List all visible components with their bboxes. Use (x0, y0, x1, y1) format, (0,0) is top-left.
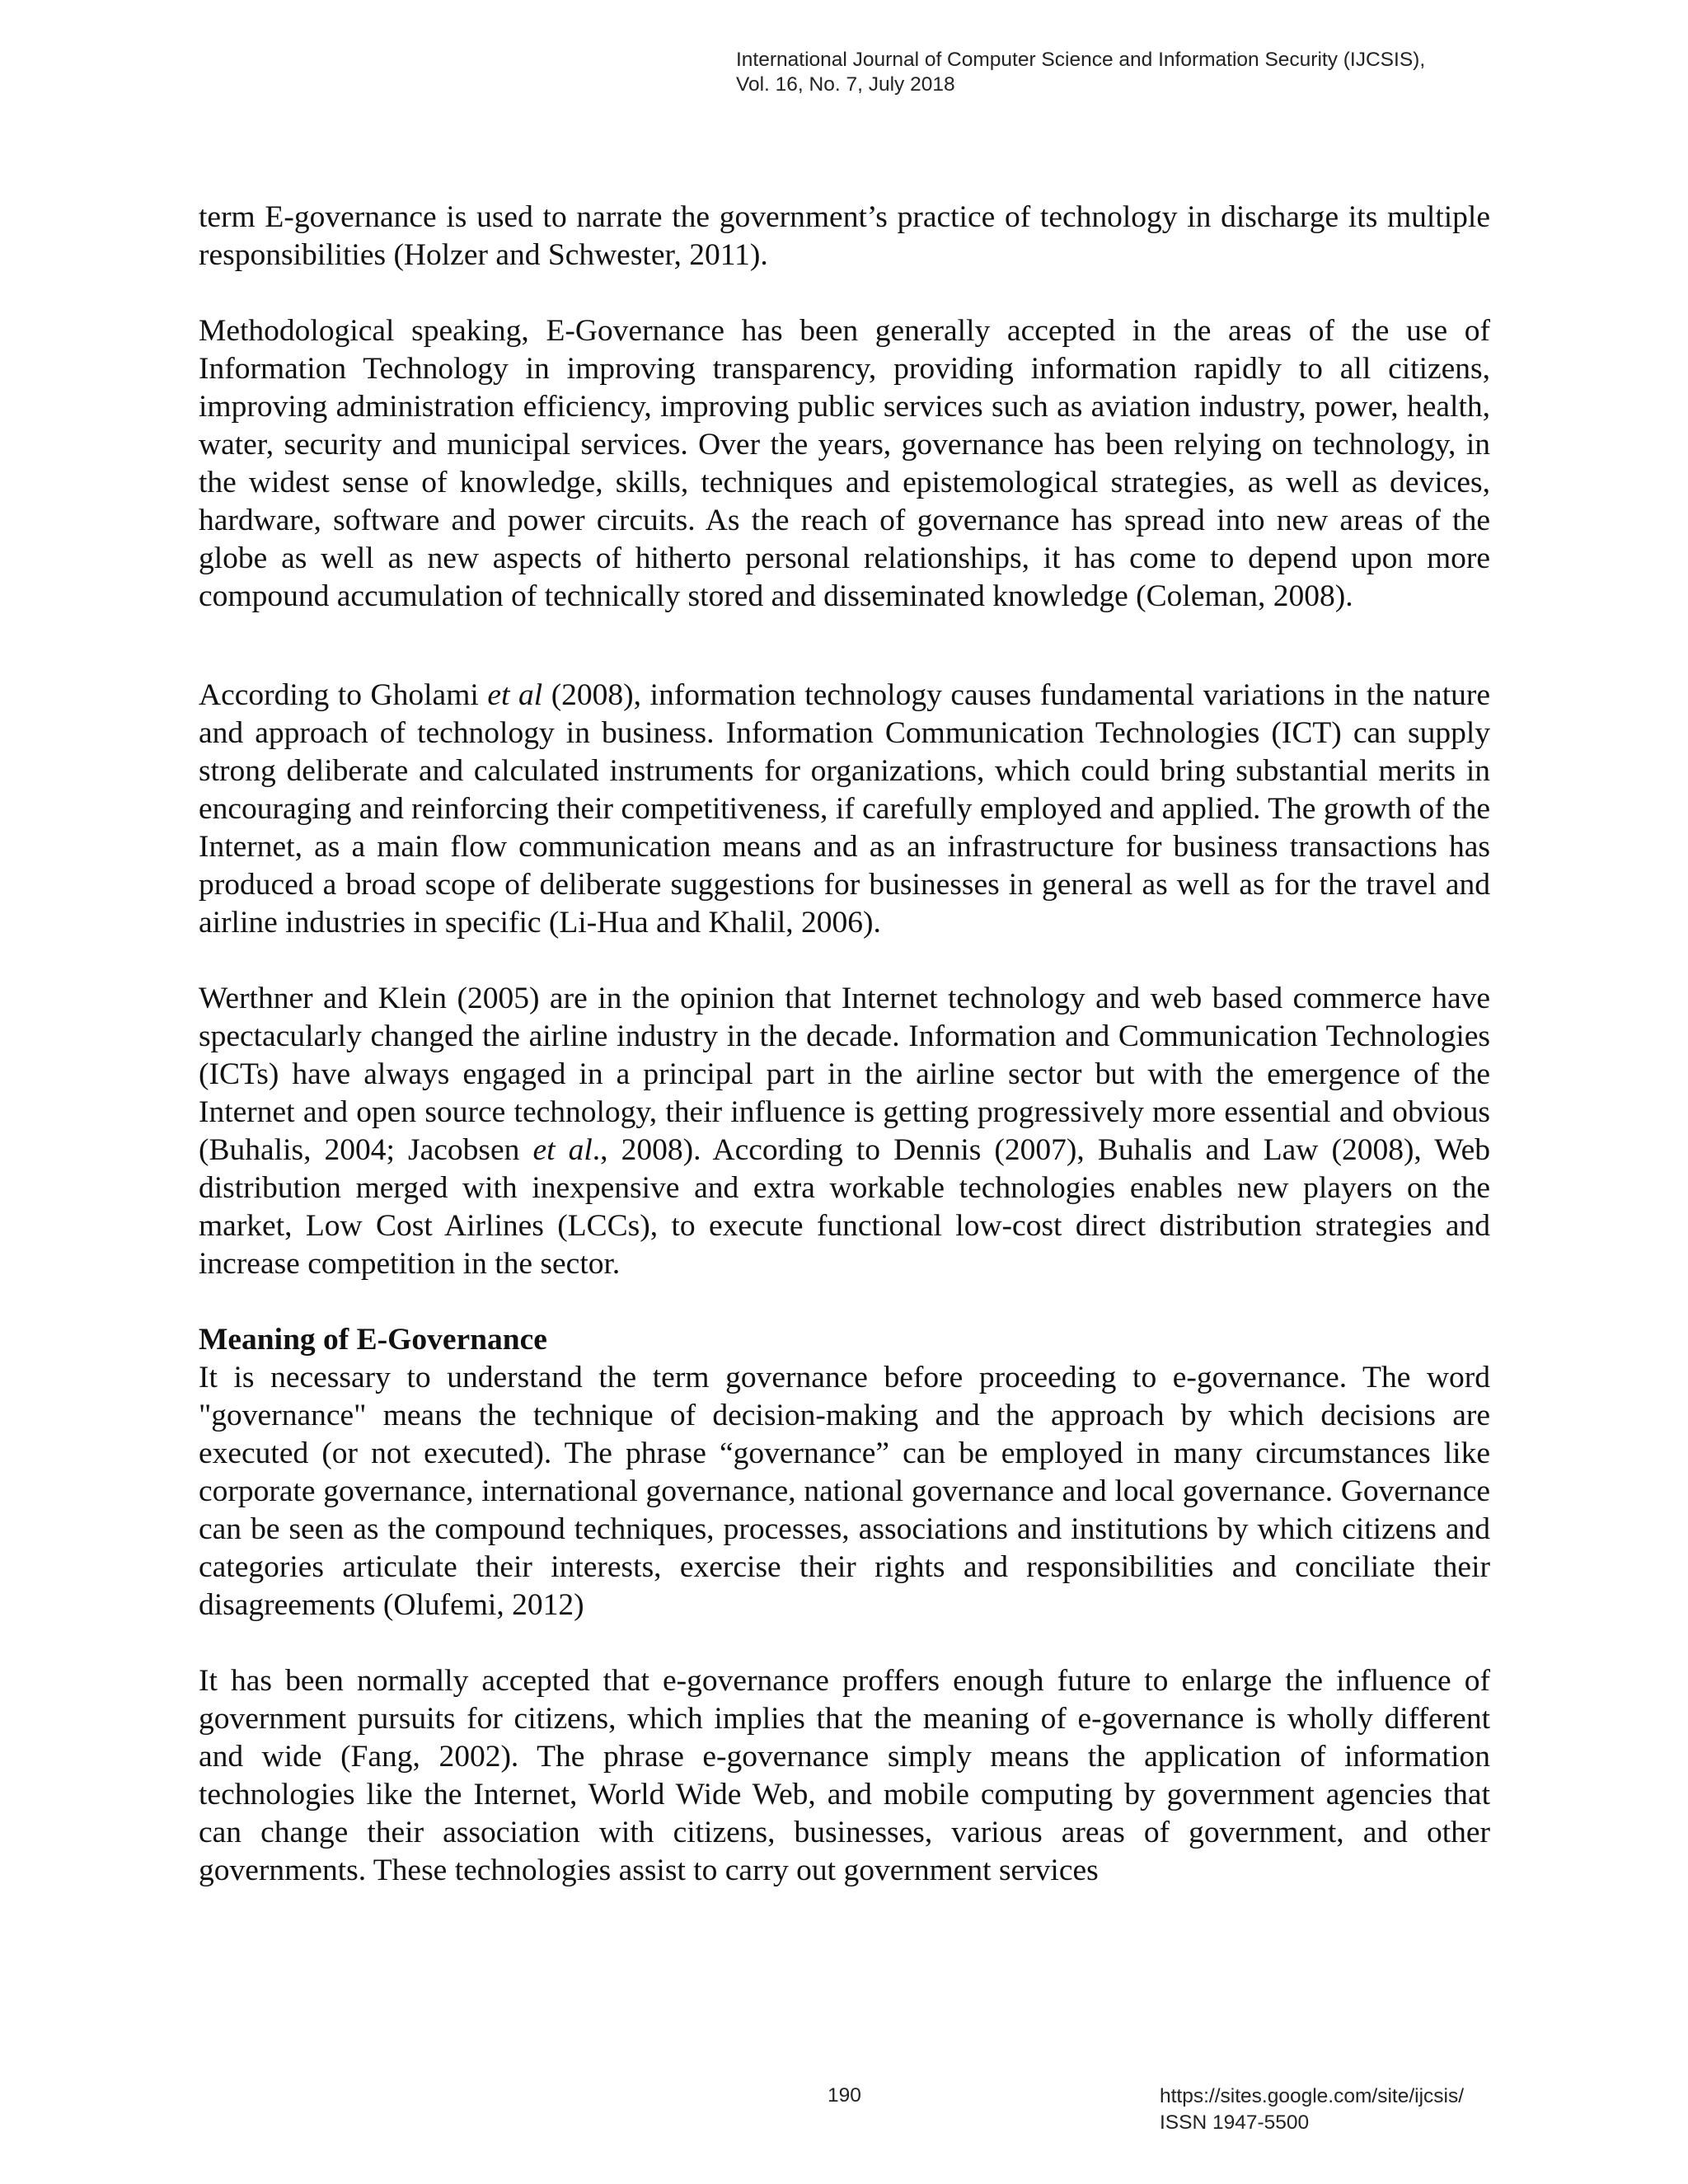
paragraph-2: Methodological speaking, E-Governance has been generally accepted in the areas of the use of Information Technology in improving transparency, providing information rapidly to all citizens, improving administration efficiency, improving public services such as aviation industry, power, health, water, security and municipal services. Over the years, governance has been relying on technology, in the widest sense of knowledge, skills, techniques and epistemological strategies, as well as devices, hardware, software and power circuits. As the reach of governance has spread into new areas of the globe as well as new aspects of hitherto personal relationships, it has come to depend upon more compound accumulation of technically stored and disseminated knowledge (Coleman, 2008). (199, 314, 1490, 613)
journal-issn: ISSN 1947-5500 (1160, 2111, 1310, 2134)
paragraph-3-text-b: (2008), information technology causes fundamental variations in the nature and approach of technology in business. Information Communication Technologies (ICT) can supply strong deliberate and calculated instruments for organizations, which could bring substantial merits in encouraging and reinforcing their competitiveness, if carefully employed and applied. The growth of the Internet, as a main flow communication means and as an infrastructure for business transactions has produced a broad scope of deliberate suggestions for businesses in general as well as for the travel and airline industries in specific (Li-Hua and Khalil, 2006). (199, 678, 1490, 940)
paragraph-3-text-a: According to Gholami (199, 678, 488, 712)
journal-footer (1160, 2083, 1464, 2136)
journal-header (736, 48, 1425, 97)
paragraph-4-text-a: Werthner and Klein (2005) are in the opinion that Internet technology and web based commerce have spectacularly changed the airline industry in the decade. Information and Communication Technologies (ICTs) have always engaged in a principal part in the airline sector but with the emergence of the Internet and open source technology, their influence is getting progressively more essential and obvious (Buhalis, 2004; Jacobsen (199, 982, 1490, 1167)
section-heading: Meaning of E-Governance (199, 1323, 547, 1357)
article-body (199, 199, 1490, 1890)
journal-url: https://sites.google.com/site/ijcsis/ (1160, 2085, 1465, 2107)
paragraph-6: It has been normally accepted that e-governance proffers enough future to enlarge the influence of government pursuits for citizens, which implies that the meaning of e-governance is wholly different and wide (Fang, 2002). The phrase e-governance simply means the application of information technologies like the Internet, World Wide Web, and mobile computing by government agencies that can change their association with citizens, businesses, various areas of government, and other governments. These technologies assist to carry out government services (199, 1664, 1490, 1887)
paragraph-5: It is necessary to understand the term governance before proceeding to e-governance. The word "governance" means the technique of decision-making and the approach by which decisions are executed (or not executed). The phrase “governance” can be employed in many circumstances like corporate governance, international governance, national governance and local governance. Governance can be seen as the compound techniques, processes, associations and institutions by which citizens and categories articulate their interests, exercise their rights and responsibilities and conciliate their disagreements (Olufemi, 2012) (199, 1361, 1490, 1622)
page-number: 190 (828, 2084, 861, 2107)
paragraph-4-italic: et al (532, 1133, 593, 1167)
paragraph-1: term E-governance is used to narrate the government’s practice of technology in discharge its multiple responsibilities (Holzer and Schwester, 2011). (199, 200, 1490, 272)
paragraph-3-italic: et al (487, 678, 543, 712)
journal-volume-line: Vol. 16, No. 7, July 2018 (736, 73, 955, 96)
paragraph-4-text-b: ., 2008). According to Dennis (2007), Buhalis and Law (2008), Web distribution merged with inexpensive and extra workable technologies enables new players on the market, Low Cost Airlines (LCCs), to execute functional low-cost direct distribution strategies and increase competition in the sector. (199, 1133, 1490, 1281)
journal-title-line: International Journal of Computer Science and Information Security (IJCSIS), (736, 49, 1426, 71)
paragraph-4 (199, 980, 1490, 1283)
paragraph-3 (199, 677, 1490, 942)
